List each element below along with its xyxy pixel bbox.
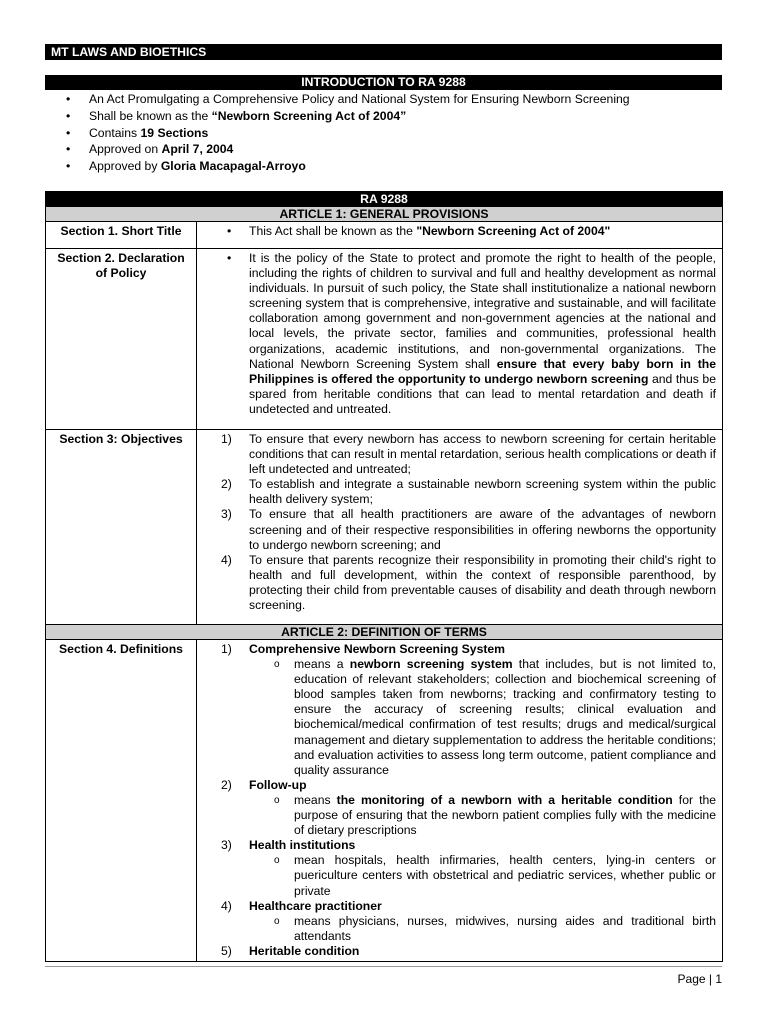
article-1-heading: ARTICLE 1: GENERAL PROVISIONS bbox=[46, 207, 723, 222]
definition-emphasis: newborn screening system bbox=[349, 657, 513, 672]
table-row bbox=[46, 430, 723, 625]
intro-item-emphasis: 19 Sections bbox=[140, 125, 209, 140]
section-4-label: Section 4. Definitions bbox=[46, 640, 197, 962]
section-2-label: Section 2. Declaration of Policy bbox=[46, 249, 197, 430]
section-2-text-end: and thus be spared from heritable conditions that can lead to mental retardation and death if undetected and untreated. bbox=[249, 371, 716, 416]
definition-term: Healthcare practitioner bbox=[249, 898, 382, 913]
section-3-content: 1) To ensure that every newborn has access to newborn screening for certain heritable conditions that can result in mental retardation, serious health complications or death if left undetected and untreated; 2) To establish and integrate a sustainable newborn screening system within the public health delivery system; 3) To ensure that all health practitioners are aware of the advantages of newborn screening and of their respective responsibilities in offering newborns the opportunity to undergo newborn screening; and 4) To ensure that parents recognize their responsibility in promoting their child's right to health and full development, within the context of responsible parenthood, by protecting their child from preventable causes of disability and death through newborn screening. bbox=[197, 430, 723, 625]
table-row bbox=[46, 249, 723, 430]
intro-item bbox=[66, 108, 630, 125]
intro-list bbox=[66, 91, 630, 175]
definition-term: Comprehensive Newborn Screening System bbox=[249, 642, 506, 656]
section-2-text: It is the policy of the State to protect and promote the right to health of the people, including the rights of children to survival and full and healthy development as normal individuals. In pursuit of such policy, the State shall institutionalize a national newborn screening system that is comprehensive, integrative and sustainable, and will facilitate collaboration among government and non-government agencies at the national and local levels, the private sector, families and communities, professional health organizations, academic institutions, and non-governmental organizations. The National Newborn Screening System shall bbox=[249, 251, 716, 371]
section-1-content: • This Act shall be known as the "Newborn Screening Act of 2004" bbox=[197, 222, 723, 249]
objective-item: To ensure that every newborn has access to newborn screening for certain heritable conditions that can result in mental retardation, serious health complications or death if left undetected and untreated; bbox=[249, 432, 716, 477]
definition-emphasis: the monitoring of a newborn with a heritable condition bbox=[336, 792, 673, 807]
intro-item-text: Shall be known as the bbox=[89, 108, 212, 123]
section-2-emphasis: ensure that every baby born in the Philippines is offered the opportunity to undergo newborn screening bbox=[249, 356, 716, 386]
intro-title: INTRODUCTION TO RA 9288 bbox=[301, 75, 466, 89]
table-row bbox=[46, 222, 723, 249]
intro-item bbox=[66, 141, 630, 158]
intro-title-bar bbox=[45, 75, 722, 90]
definition-term: Follow-up bbox=[249, 777, 307, 792]
course-title: MT LAWS AND BIOETHICS bbox=[51, 45, 207, 59]
intro-item-emphasis: “Newborn Screening Act of 2004” bbox=[211, 108, 407, 123]
definition-term: Heritable condition bbox=[249, 943, 360, 958]
ra9288-table bbox=[45, 191, 723, 962]
section-2-content: • It is the policy of the State to protect and promote the right to health of the people, including the rights of children to survival and full and healthy development as normal individuals. In pursuit of such policy, the State shall institutionalize a national newborn screening system that is comprehensive, integrative and sustainable, and will facilitate collaboration among government and non-government agencies at the national and local levels, the private sector, families and communities, professional health organizations, academic institutions, and non-governmental organizations. The National Newborn Screening System shall ensure that every baby born in the Philippines is offered the opportunity to undergo newborn screening and thus be spared from heritable conditions that can lead to mental retardation and death if undetected and untreated. bbox=[197, 249, 723, 430]
section-4-content: 1) Comprehensive Newborn Screening System o means a newborn screening system that includes, but is not limited to, education of relevant stakeholders; collection and biochemical screening of blood samples taken from newborns; tracking and confirmatory testing to ensure the accuracy of screening results; clinical evaluation and biochemical/medical confirmation of test results; drugs and medical/surgical management and dietary supplementation to address the heritable conditions; and evaluation activities to assess long term outcome, patient compliance and quality assurance 2) Follow-up o means the monitoring of a newborn with a heritable condition for the purpose of ensuring that the newborn patient complies fully with the medicine of dietary prescriptions 3) Health institutions o mean hospitals, health infirmaries, health centers, lying-in centers or puericulture centers with obstetrical and pediatric services, whether public or private 4) Healthcare practitioner o means physicians, nurses, midwives, nursing aides and traditional birth attendants 5) Heritable condition bbox=[197, 640, 723, 962]
definition-text: means a bbox=[294, 657, 350, 672]
document-header-bar bbox=[45, 44, 722, 60]
intro-item-text: An Act Promulgating a Comprehensive Policy and National System for Ensuring Newborn Screening bbox=[89, 92, 630, 106]
intro-item-text: Approved on bbox=[89, 142, 162, 157]
section-1-label: Section 1. Short Title bbox=[46, 222, 197, 249]
objective-item: To ensure that all health practitioners are aware of the advantages of newborn screening and of their respective responsibilities in offering newborns the opportunity to undergo newborn screening; and bbox=[249, 507, 716, 552]
page-number: Page | 1 bbox=[677, 972, 722, 986]
objective-item: To establish and integrate a sustainable newborn screening system within the public health delivery system; bbox=[249, 477, 716, 507]
section-1-text: This Act shall be known as the bbox=[249, 224, 417, 238]
intro-item-text: Approved by bbox=[89, 159, 161, 174]
definition-text-end: for the purpose of ensuring that the newborn patient complies fully with the medicine of dietary prescriptions bbox=[294, 792, 717, 838]
table-row bbox=[46, 640, 723, 962]
definition-text: means bbox=[294, 792, 337, 807]
definition-text: mean hospitals, health infirmaries, health centers, lying-in centers or puericulture centers with obstetrical and pediatric services, whether public or private bbox=[294, 853, 716, 898]
article-2-heading: ARTICLE 2: DEFINITION OF TERMS bbox=[46, 625, 723, 640]
section-1-act-name: "Newborn Screening Act of 2004" bbox=[416, 224, 611, 238]
page-footer bbox=[45, 966, 722, 986]
objective-item: To ensure that parents recognize their responsibility in promoting their child's right to health and full development, within the context of responsible parenthood, by protecting their child from preventable causes of disability and death through newborn screening. bbox=[249, 552, 716, 613]
intro-item-text: Contains bbox=[89, 125, 141, 140]
intro-item bbox=[66, 158, 630, 175]
intro-item bbox=[66, 91, 630, 108]
intro-item-emphasis: Gloria Macapagal-Arroyo bbox=[160, 159, 306, 174]
intro-item bbox=[66, 125, 630, 142]
section-3-label: Section 3: Objectives bbox=[46, 430, 197, 625]
definition-text: means physicians, nurses, midwives, nursing aides and traditional birth attendants bbox=[294, 913, 716, 943]
table-title: RA 9288 bbox=[46, 192, 723, 207]
intro-item-emphasis: April 7, 2004 bbox=[161, 142, 234, 157]
definition-text-end: that includes, but is not limited to, education of relevant stakeholders; collection and biochemical screening of blood samples taken from newborns; tracking and confirmatory testing to ensure the accuracy of screening results; clinical evaluation and biochemical/medical confirmation of test results; drugs and medical/surgical management and dietary supplementation to address the heritable conditions; and evaluation activities to assess long term outcome, patient compliance and quality assurance bbox=[294, 657, 716, 777]
definition-term: Health institutions bbox=[249, 838, 356, 853]
